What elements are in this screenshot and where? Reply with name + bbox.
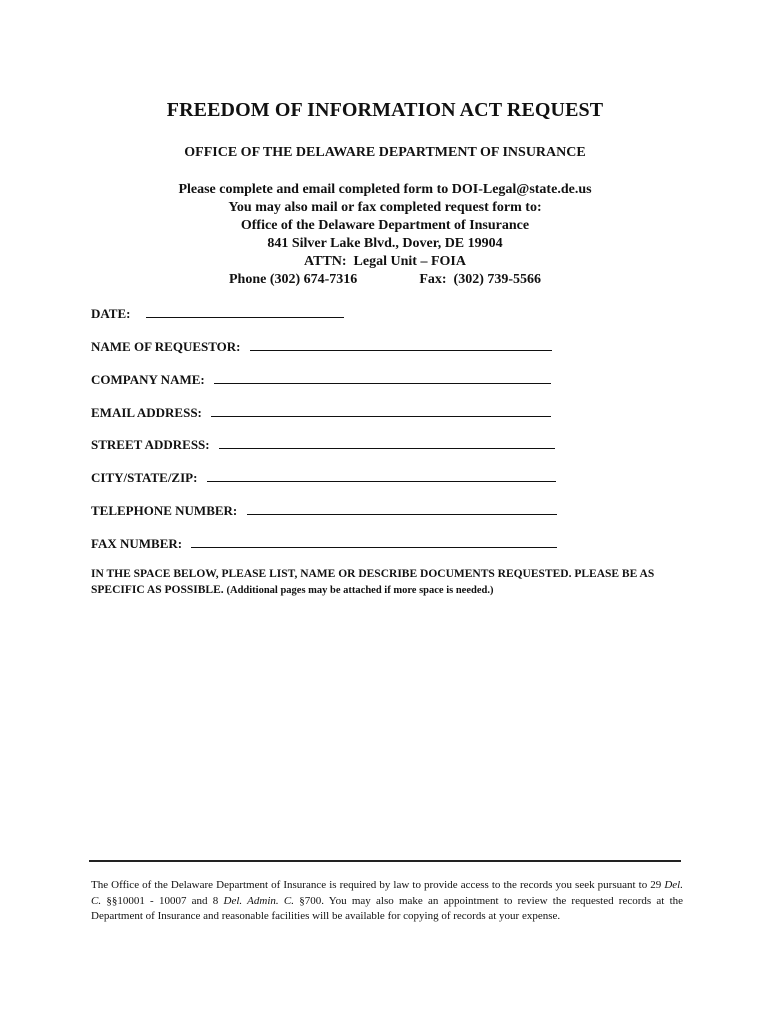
requestor-name-input-line[interactable] <box>250 338 552 351</box>
street-address-input-line[interactable] <box>219 436 555 449</box>
email-address-field <box>91 404 551 421</box>
street-address-label: STREET ADDRESS: <box>91 437 210 452</box>
office-address: 841 Silver Lake Blvd., Dover, DE 19904 <box>267 236 503 251</box>
street-address-field <box>91 436 555 453</box>
telephone-number-input-line[interactable] <box>247 502 557 515</box>
legal-notice-part-3: §700. You may also make an appointment to review the requested records at the Department of Insurance and reasonable facilities will be available for copying of records at your expense. <box>91 894 684 922</box>
company-name-input-line[interactable] <box>214 371 551 384</box>
company-name-label: COMPANY NAME: <box>91 372 205 387</box>
requestor-name-label: NAME OF REQUESTOR: <box>91 339 241 354</box>
telephone-number-field <box>91 502 557 519</box>
form-subtitle: OFFICE OF THE DELAWARE DEPARTMENT OF INSURANCE <box>184 145 586 160</box>
email-instruction: Please complete and email completed form to DOI-Legal@state.de.us <box>178 182 592 197</box>
requestor-name-field <box>91 338 552 355</box>
legal-notice <box>91 878 683 925</box>
company-name-field <box>91 371 551 388</box>
email-address-label: EMAIL ADDRESS: <box>91 405 202 420</box>
city-state-zip-label: CITY/STATE/ZIP: <box>91 470 198 485</box>
date-input-line[interactable] <box>146 305 344 318</box>
telephone-number-label: TELEPHONE NUMBER: <box>91 503 238 518</box>
legal-notice-part-2: §§10001 - 10007 and 8 <box>101 894 224 907</box>
statute-citation-del-admin-c: Del. Admin. C. <box>223 894 294 907</box>
fax-number-field <box>91 535 557 552</box>
date-label: DATE: <box>91 306 131 321</box>
phone-number: Phone (302) 674-7316 <box>228 272 358 287</box>
attention-line: ATTN: Legal Unit – FOIA <box>304 254 466 269</box>
fax-number: Fax: (302) 739-5566 <box>419 272 542 287</box>
mail-instruction: You may also mail or fax completed request form to: <box>228 200 542 215</box>
footer-divider <box>89 860 681 862</box>
date-field <box>91 305 344 322</box>
fax-number-label: FAX NUMBER: <box>91 536 183 551</box>
phone-fax-line <box>0 271 770 289</box>
office-name: Office of the Delaware Department of Insurance <box>240 218 530 233</box>
legal-notice-part-1: The Office of the Delaware Department of Insurance is required by law to provide access to the records you seek pursuant to 29 <box>91 879 665 891</box>
instructions-main: IN THE SPACE BELOW, PLEASE LIST, NAME OR DESCRIBE DOCUMENTS REQUESTED. PLEASE BE AS SPECIFIC AS POSSIBLE. <box>91 568 655 596</box>
contact-block <box>0 181 770 289</box>
email-address-input-line[interactable] <box>211 404 551 417</box>
instructions-note: (Additional pages may be attached if more space is needed.) <box>226 585 494 596</box>
statute-citation-del-c: Del. C. <box>91 879 683 907</box>
documents-requested-instructions <box>91 566 691 599</box>
city-state-zip-field <box>91 469 556 486</box>
fax-number-input-line[interactable] <box>191 535 557 548</box>
city-state-zip-input-line[interactable] <box>207 469 556 482</box>
form-title: FREEDOM OF INFORMATION ACT REQUEST <box>166 99 604 121</box>
